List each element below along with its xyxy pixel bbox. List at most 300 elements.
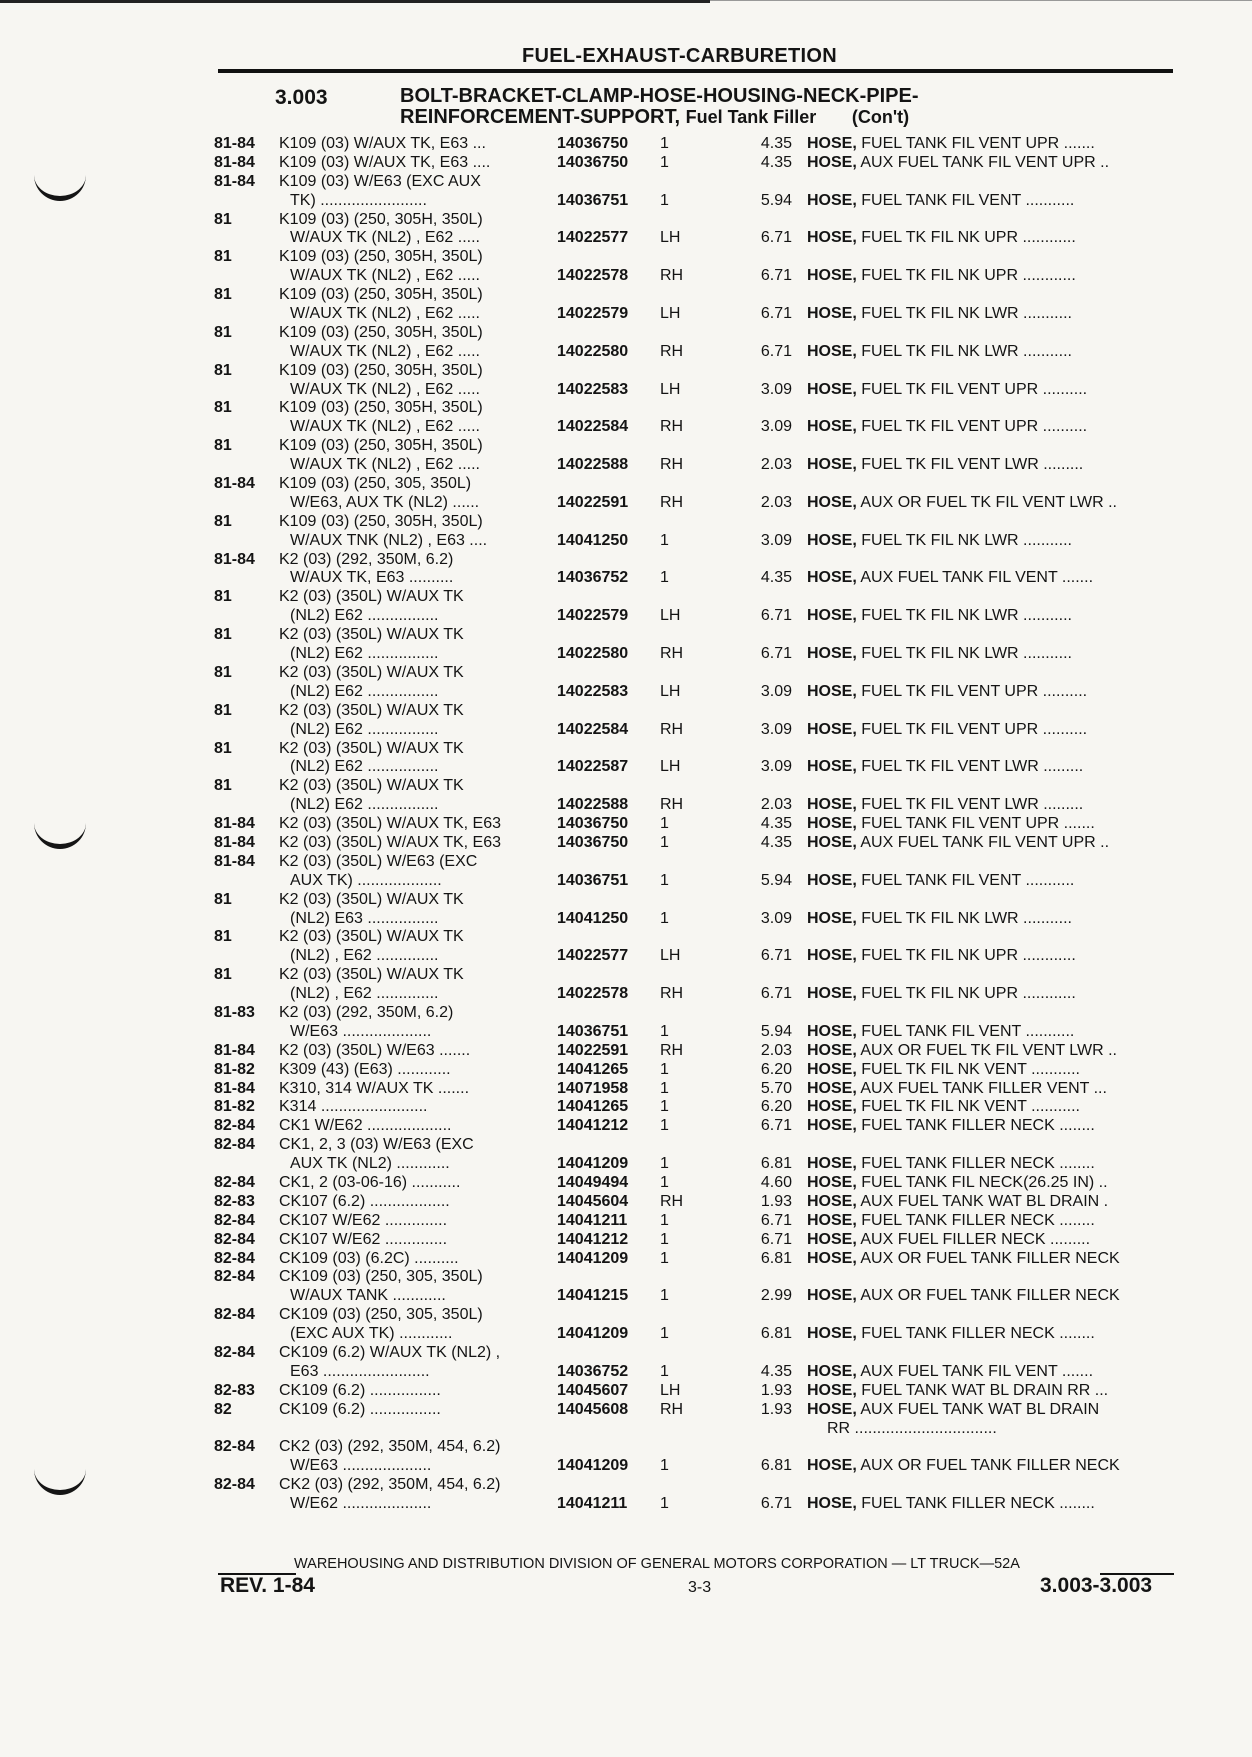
- quantity: 1: [660, 153, 669, 171]
- part-number: 14022580: [557, 645, 629, 663]
- model-year: 81: [214, 588, 232, 606]
- part-number: 14022579: [557, 305, 629, 323]
- part-detail: FUEL TK FIL NK VENT ...........: [861, 1098, 1080, 1116]
- part-description: [807, 1363, 1172, 1382]
- price: 2.99: [760, 1287, 792, 1305]
- part-type: HOSE,: [807, 569, 857, 587]
- part-type: HOSE,: [807, 1060, 857, 1078]
- model-description: (NL2) E62 ................: [290, 645, 439, 663]
- part-type: HOSE,: [807, 1098, 857, 1116]
- model-description: K109 (03) (250, 305H, 350L): [279, 399, 483, 417]
- footer-page-number: 3-3: [688, 1579, 712, 1596]
- part-description: [807, 494, 1172, 513]
- part-detail: AUX FUEL TANK FIL VENT UPR ..: [860, 833, 1110, 851]
- quantity: RH: [660, 1400, 684, 1418]
- group-title-line2-text: REINFORCEMENT-SUPPORT,: [400, 106, 681, 128]
- part-detail: FUEL TANK FIL VENT ...........: [861, 1022, 1075, 1040]
- model-year: 81: [214, 890, 232, 908]
- price: 4.60: [760, 1173, 792, 1191]
- model-description: K109 (03) (250, 305H, 350L): [279, 286, 483, 304]
- part-detail: AUX FUEL TANK WAT BL DRAIN: [860, 1400, 1100, 1418]
- quantity: 1: [660, 135, 669, 152]
- part-detail: FUEL TK FIL VENT LWR .........: [861, 796, 1084, 814]
- part-description: [807, 135, 1172, 154]
- part-number: 14041209: [557, 1249, 629, 1267]
- part-description: [807, 154, 1172, 173]
- part-description: [807, 343, 1172, 362]
- model-year: 81-84: [214, 135, 255, 152]
- table-row: [0, 815, 1252, 834]
- model-description: CK1 W/E62 ...................: [279, 1117, 452, 1135]
- model-year: 82-84: [214, 1117, 255, 1135]
- part-description: [807, 305, 1172, 324]
- model-description: W/AUX TK (NL2) , E62 .....: [290, 229, 480, 247]
- part-number: 14041209: [557, 1155, 629, 1173]
- part-detail: RR ................................: [827, 1419, 997, 1437]
- part-number: 14022584: [557, 418, 629, 436]
- part-description: [807, 381, 1172, 400]
- model-year: 82-83: [214, 1381, 255, 1399]
- model-description: K2 (03) (350L) W/AUX TK: [279, 626, 464, 644]
- quantity: RH: [660, 645, 684, 663]
- footer-section-range: 3.003-3.003: [1040, 1574, 1153, 1597]
- part-number: 14022583: [557, 682, 629, 700]
- part-detail: FUEL TK FIL VENT UPR ..........: [861, 682, 1088, 700]
- table-row: [0, 267, 1252, 286]
- quantity: RH: [660, 985, 684, 1003]
- part-number: 14036751: [557, 1022, 629, 1040]
- price: 5.70: [760, 1079, 792, 1097]
- quantity: 1: [660, 1230, 669, 1248]
- model-year: 82-84: [214, 1211, 255, 1229]
- model-description: W/AUX TK (NL2) , E62 .....: [290, 456, 480, 474]
- part-detail: FUEL TK FIL NK LWR ...........: [861, 305, 1072, 323]
- model-year: 81-84: [214, 833, 255, 851]
- group-title-line1: BOLT-BRACKET-CLAMP-HOSE-HOUSING-NECK-PIPE-: [400, 85, 919, 107]
- part-description: [807, 872, 1172, 891]
- part-type: HOSE,: [807, 909, 857, 927]
- table-row: [0, 211, 1252, 230]
- part-detail: FUEL TK FIL NK LWR ...........: [861, 909, 1072, 927]
- model-description: W/AUX TK (NL2) , E62 .....: [290, 380, 480, 398]
- model-description: (NL2) E62 ................: [290, 720, 439, 738]
- part-number: 14045604: [557, 1192, 629, 1210]
- model-description: K109 (03) (250, 305H, 350L): [279, 512, 483, 530]
- part-type: HOSE,: [807, 1287, 857, 1305]
- price: 2.03: [760, 456, 792, 474]
- part-detail: FUEL TK FIL VENT UPR ..........: [861, 380, 1088, 398]
- part-number: 14022579: [557, 607, 629, 625]
- model-description: W/E63 ....................: [290, 1022, 432, 1040]
- part-type: HOSE,: [807, 871, 857, 889]
- part-description: [807, 1117, 1172, 1136]
- table-row: [0, 248, 1252, 267]
- price: 6.71: [760, 1495, 792, 1513]
- model-description: K2 (03) (350L) W/AUX TK, E63: [279, 815, 502, 833]
- model-description: K2 (03) (292, 350M, 6.2): [279, 550, 454, 568]
- part-detail: FUEL TANK FILLER NECK ........: [861, 1211, 1095, 1229]
- model-description: (NL2) E62 ................: [290, 607, 439, 625]
- model-description: W/AUX TNK (NL2) , E63 ....: [290, 531, 488, 549]
- model-year: 82-84: [214, 1438, 255, 1456]
- part-type: HOSE,: [807, 1249, 857, 1267]
- group-title: [400, 86, 919, 128]
- model-year: 81-84: [214, 475, 255, 493]
- part-detail: FUEL TK FIL NK UPR ............: [861, 229, 1076, 247]
- model-description: CK107 (6.2) ..................: [279, 1192, 450, 1210]
- table-row: [0, 1080, 1252, 1099]
- part-type: HOSE,: [807, 1457, 857, 1475]
- price: 6.71: [760, 645, 792, 663]
- part-type: HOSE,: [807, 1041, 857, 1059]
- price: 6.71: [760, 1230, 792, 1248]
- part-description: [807, 1287, 1172, 1306]
- model-description: CK109 (03) (6.2C) ..........: [279, 1249, 459, 1267]
- model-description: CK1, 2, 3 (03) W/E63 (EXC: [279, 1136, 474, 1154]
- model-description: K2 (03) (350L) W/AUX TK: [279, 928, 464, 946]
- part-type: HOSE,: [807, 947, 857, 965]
- part-description: [807, 229, 1172, 248]
- model-description: K309 (43) (E63) ............: [279, 1060, 451, 1078]
- part-number: 14022578: [557, 985, 629, 1003]
- table-row: [0, 645, 1252, 664]
- part-number: 14036751: [557, 871, 629, 889]
- part-detail: FUEL TK FIL NK UPR ............: [861, 267, 1076, 285]
- part-description: [827, 1420, 1192, 1439]
- part-type: HOSE,: [807, 380, 857, 398]
- part-detail: AUX FUEL TANK FIL VENT .......: [860, 569, 1094, 587]
- model-year: 82-84: [214, 1268, 255, 1286]
- part-description: [807, 1495, 1172, 1514]
- part-description: [807, 796, 1172, 815]
- price: 4.35: [760, 153, 792, 171]
- price: 4.35: [760, 815, 792, 833]
- part-description: [807, 910, 1172, 929]
- model-description: K2 (03) (350L) W/AUX TK: [279, 588, 464, 606]
- table-row: [0, 966, 1252, 985]
- model-description: K2 (03) (350L) W/E63 (EXC: [279, 852, 478, 870]
- part-type: HOSE,: [807, 720, 857, 738]
- table-row: [0, 872, 1252, 891]
- part-type: HOSE,: [807, 267, 857, 285]
- table-row: [0, 1004, 1252, 1023]
- part-type: HOSE,: [807, 1117, 857, 1135]
- quantity: RH: [660, 493, 684, 511]
- part-description: [807, 1042, 1172, 1061]
- part-number: 14041209: [557, 1325, 629, 1343]
- price: 6.81: [760, 1155, 792, 1173]
- part-detail: FUEL TK FIL VENT LWR .........: [861, 758, 1084, 776]
- group-title-lower: Fuel Tank Filler: [685, 107, 817, 127]
- group-number: 3.003: [275, 86, 328, 109]
- model-year: 81-82: [214, 1098, 255, 1116]
- model-year: 81-84: [214, 1041, 255, 1059]
- quantity: 1: [660, 1060, 669, 1078]
- quantity: 1: [660, 531, 669, 549]
- price: 3.09: [760, 418, 792, 436]
- part-detail: FUEL TK FIL NK LWR ...........: [861, 531, 1072, 549]
- part-description: [807, 1174, 1172, 1193]
- table-row: [0, 588, 1252, 607]
- price: 6.71: [760, 305, 792, 323]
- table-row: [0, 985, 1252, 1004]
- table-row: [0, 494, 1252, 513]
- quantity: RH: [660, 418, 684, 436]
- model-description: CK109 (6.2) ................: [279, 1381, 441, 1399]
- model-description: K2 (03) (292, 350M, 6.2): [279, 1003, 454, 1021]
- model-description: K2 (03) (350L) W/AUX TK: [279, 890, 464, 908]
- model-year: 81: [214, 739, 232, 757]
- part-number: 14041211: [557, 1495, 628, 1513]
- price: 4.35: [760, 135, 792, 152]
- quantity: LH: [660, 682, 681, 700]
- part-number: 14041250: [557, 909, 629, 927]
- part-type: HOSE,: [807, 645, 857, 663]
- model-description: CK2 (03) (292, 350M, 454, 6.2): [279, 1438, 501, 1456]
- table-row: [0, 286, 1252, 305]
- table-row: [0, 683, 1252, 702]
- table-row: [0, 758, 1252, 777]
- table-row: [0, 777, 1252, 796]
- model-year: 82: [214, 1400, 232, 1418]
- part-number: 14036750: [557, 815, 629, 833]
- part-type: HOSE,: [807, 1400, 857, 1418]
- model-description: AUX TK) ...................: [290, 871, 442, 889]
- quantity: RH: [660, 1041, 684, 1059]
- table-row: [0, 796, 1252, 815]
- table-row: [0, 1438, 1252, 1457]
- part-detail: AUX OR FUEL TK FIL VENT LWR ..: [860, 1041, 1117, 1059]
- model-year: 81: [214, 323, 232, 341]
- part-type: HOSE,: [807, 607, 857, 625]
- price: 6.71: [760, 985, 792, 1003]
- table-row: [0, 1098, 1252, 1117]
- part-number: 14022591: [557, 493, 629, 511]
- table-row: [0, 1420, 1252, 1439]
- model-description: K109 (03) W/E63 (EXC AUX: [279, 172, 481, 190]
- price: 6.71: [760, 1211, 792, 1229]
- quantity: RH: [660, 342, 684, 360]
- model-description: W/AUX TK (NL2) , E62 .....: [290, 267, 480, 285]
- table-row: [0, 834, 1252, 853]
- price: 4.35: [760, 833, 792, 851]
- table-row: [0, 607, 1252, 626]
- quantity: 1: [660, 1079, 669, 1097]
- price: 3.09: [760, 758, 792, 776]
- model-year: 81: [214, 701, 232, 719]
- table-row: [0, 1212, 1252, 1231]
- part-type: HOSE,: [807, 135, 857, 152]
- table-row: [0, 173, 1252, 192]
- part-type: HOSE,: [807, 531, 857, 549]
- table-row: [0, 305, 1252, 324]
- model-description: K314 ........................: [279, 1098, 428, 1116]
- table-row: [0, 664, 1252, 683]
- part-number: 14041250: [557, 531, 629, 549]
- quantity: 1: [660, 871, 669, 889]
- part-number: 14036750: [557, 153, 629, 171]
- model-description: CK107 W/E62 ..............: [279, 1230, 448, 1248]
- table-row: [0, 1193, 1252, 1212]
- part-number: 14036752: [557, 1362, 629, 1380]
- quantity: LH: [660, 380, 681, 398]
- footer-division: WAREHOUSING AND DISTRIBUTION DIVISION OF GENERAL MOTORS CORPORATION — LT TRUCK—52A: [294, 1556, 1020, 1572]
- heading-rule: [218, 69, 1173, 73]
- table-row: [0, 1174, 1252, 1193]
- model-year: 81: [214, 399, 232, 417]
- price: 6.71: [760, 607, 792, 625]
- part-description: [807, 192, 1172, 211]
- part-description: [807, 418, 1172, 437]
- part-type: HOSE,: [807, 1325, 857, 1343]
- price: 6.81: [760, 1457, 792, 1475]
- part-description: [807, 834, 1172, 853]
- table-row: [0, 1495, 1252, 1514]
- quantity: RH: [660, 1192, 684, 1210]
- quantity: 1: [660, 1117, 669, 1135]
- part-type: HOSE,: [807, 1211, 857, 1229]
- price: 5.94: [760, 871, 792, 889]
- part-description: [807, 1155, 1172, 1174]
- part-number: 14049494: [557, 1173, 629, 1191]
- table-row: [0, 1117, 1252, 1136]
- model-description: K2 (03) (350L) W/AUX TK: [279, 701, 464, 719]
- part-detail: FUEL TK FIL NK LWR ...........: [861, 607, 1072, 625]
- table-row: [0, 891, 1252, 910]
- price: 4.35: [760, 1362, 792, 1380]
- part-description: [807, 947, 1172, 966]
- model-year: 81: [214, 512, 232, 530]
- part-type: HOSE,: [807, 305, 857, 323]
- footer-revision: REV. 1-84: [220, 1574, 315, 1597]
- part-type: HOSE,: [807, 153, 857, 171]
- quantity: LH: [660, 1381, 681, 1399]
- quantity: LH: [660, 607, 681, 625]
- part-number: 14022577: [557, 229, 629, 247]
- model-year: 81: [214, 928, 232, 946]
- price: 6.71: [760, 342, 792, 360]
- price: 2.03: [760, 1041, 792, 1059]
- part-description: [807, 1098, 1172, 1117]
- model-description: (EXC AUX TK) ............: [290, 1325, 453, 1343]
- price: 4.35: [760, 569, 792, 587]
- table-row: [0, 192, 1252, 211]
- part-detail: AUX FUEL TANK FIL VENT .......: [860, 1362, 1094, 1380]
- section-heading: FUEL-EXHAUST-CARBURETION: [522, 45, 837, 67]
- model-year: 81-82: [214, 1060, 255, 1078]
- model-description: W/E63, AUX TK (NL2) ......: [290, 493, 480, 511]
- model-description: (NL2) E62 ................: [290, 796, 439, 814]
- model-year: 81-84: [214, 153, 255, 171]
- part-type: HOSE,: [807, 1230, 857, 1248]
- table-row: [0, 229, 1252, 248]
- model-description: K109 (03) (250, 305H, 350L): [279, 437, 483, 455]
- part-number: 14022580: [557, 342, 629, 360]
- model-year: 81-84: [214, 172, 255, 190]
- part-number: 14036750: [557, 135, 629, 152]
- group-title-cont: (Con't): [851, 107, 910, 127]
- part-type: HOSE,: [807, 229, 857, 247]
- table-row: [0, 626, 1252, 645]
- part-detail: FUEL TANK FILLER NECK ........: [861, 1325, 1095, 1343]
- model-description: AUX TK (NL2) ............: [290, 1155, 450, 1173]
- quantity: RH: [660, 720, 684, 738]
- part-type: HOSE,: [807, 833, 857, 851]
- model-description: W/E63 ....................: [290, 1457, 432, 1475]
- part-number: 14022591: [557, 1041, 629, 1059]
- model-description: K109 (03) (250, 305, 350L): [279, 475, 472, 493]
- table-row: [0, 1457, 1252, 1476]
- part-detail: AUX FUEL TANK FIL VENT UPR ..: [860, 153, 1110, 171]
- model-year: 81-84: [214, 815, 255, 833]
- table-row: [0, 1344, 1252, 1363]
- part-description: [807, 1080, 1172, 1099]
- part-number: 14045607: [557, 1381, 629, 1399]
- model-description: K2 (03) (350L) W/AUX TK: [279, 777, 464, 795]
- quantity: RH: [660, 796, 684, 814]
- part-number: 14041209: [557, 1457, 629, 1475]
- model-description: CK2 (03) (292, 350M, 454, 6.2): [279, 1476, 501, 1494]
- part-type: HOSE,: [807, 815, 857, 833]
- model-description: (NL2) , E62 ..............: [290, 985, 439, 1003]
- model-year: 81-84: [214, 1079, 255, 1097]
- model-year: 81: [214, 626, 232, 644]
- part-detail: FUEL TANK FIL NECK(26.25 IN) ..: [861, 1173, 1108, 1191]
- part-detail: FUEL TANK FIL VENT UPR .......: [861, 815, 1095, 833]
- table-row: [0, 418, 1252, 437]
- model-year: 82-84: [214, 1136, 255, 1154]
- price: 3.09: [760, 909, 792, 927]
- part-number: 14022588: [557, 456, 629, 474]
- model-description: K2 (03) (350L) W/AUX TK: [279, 739, 464, 757]
- part-type: HOSE,: [807, 1495, 857, 1513]
- part-description: [807, 645, 1172, 664]
- quantity: 1: [660, 1098, 669, 1116]
- model-year: 82-84: [214, 1306, 255, 1324]
- model-description: TK) ........................: [290, 191, 427, 209]
- price: 6.81: [760, 1249, 792, 1267]
- price: 6.81: [760, 1325, 792, 1343]
- quantity: 1: [660, 1249, 669, 1267]
- part-description: [807, 1250, 1172, 1269]
- part-type: HOSE,: [807, 796, 857, 814]
- parts-list: [0, 135, 1252, 1514]
- quantity: LH: [660, 305, 681, 323]
- part-detail: AUX OR FUEL TANK FILLER NECK: [860, 1457, 1120, 1475]
- part-number: 14041215: [557, 1287, 629, 1305]
- model-description: W/E62 ....................: [290, 1495, 432, 1513]
- part-type: HOSE,: [807, 1155, 857, 1173]
- part-detail: FUEL TK FIL NK LWR ...........: [861, 645, 1072, 663]
- price: 6.20: [760, 1060, 792, 1078]
- price: 5.94: [760, 191, 792, 209]
- model-description: K109 (03) (250, 305H, 350L): [279, 361, 483, 379]
- part-type: HOSE,: [807, 1079, 857, 1097]
- model-year: 81: [214, 777, 232, 795]
- part-detail: FUEL TANK FIL VENT ...........: [861, 871, 1075, 889]
- table-row: [0, 437, 1252, 456]
- table-row: [0, 1306, 1252, 1325]
- model-description: K310, 314 W/AUX TK .......: [279, 1079, 470, 1097]
- model-description: W/AUX TK (NL2) , E62 .....: [290, 418, 480, 436]
- model-year: 81: [214, 437, 232, 455]
- quantity: 1: [660, 1325, 669, 1343]
- quantity: 1: [660, 1362, 669, 1380]
- part-description: [807, 1382, 1172, 1401]
- part-number: 14022584: [557, 720, 629, 738]
- part-number: 14041212: [557, 1117, 629, 1135]
- quantity: RH: [660, 267, 684, 285]
